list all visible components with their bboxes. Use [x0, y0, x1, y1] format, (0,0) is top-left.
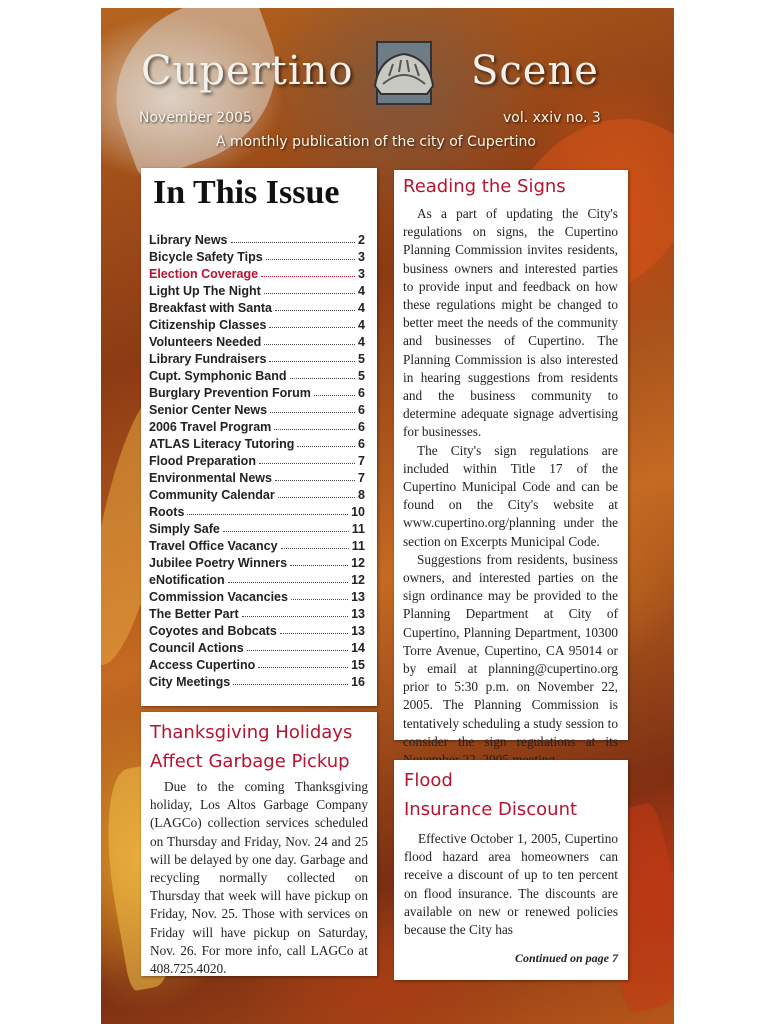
- article-paragraph: Effective October 1, 2005, Cupertino flood hazard area homeowners can receive a discount of up to ten percent on flood insurance. The discounts are available on new or renewed policies because the City has: [404, 831, 618, 938]
- toc-item-name: Volunteers Needed: [149, 335, 262, 349]
- toc-leader-dots: [264, 293, 355, 294]
- toc-leader-dots: [278, 497, 355, 498]
- toc-item-page: 4: [358, 301, 365, 315]
- toc-item-page: 6: [358, 420, 365, 434]
- toc-leader-dots: [266, 259, 355, 260]
- flood-article-title-line2: Insurance Discount: [404, 799, 578, 820]
- toc-item: [149, 502, 365, 519]
- toc-item: [149, 417, 365, 434]
- issue-volume: vol. xxiv no. 3: [503, 110, 601, 126]
- toc-item: [149, 570, 365, 587]
- toc-item-name: Simply Safe: [149, 522, 220, 536]
- article-paragraph: The City's sign regulations are included within Title 17 of the Cupertino Municipal Code and can be found on the City's website at www.cupertino.org/planning under the section on Excerpts Municipal Code.: [403, 442, 618, 549]
- toc-leader-dots: [264, 344, 355, 345]
- toc-item-page: 11: [351, 522, 365, 536]
- toc-item: [149, 553, 365, 570]
- toc-leader-dots: [269, 361, 355, 362]
- toc-leader-dots: [242, 616, 348, 617]
- toc-item-page: 7: [358, 471, 365, 485]
- toc-item-page: 10: [351, 505, 365, 519]
- toc-leader-dots: [275, 480, 355, 481]
- toc-item: [149, 638, 365, 655]
- signs-article-box: [394, 170, 628, 749]
- toc-item: [149, 604, 365, 621]
- toc-item-name: Library News: [149, 233, 228, 247]
- toc-item-name: Library Fundraisers: [149, 352, 267, 366]
- toc-box: [141, 168, 377, 706]
- signs-article-title: Reading the Signs: [403, 176, 566, 197]
- toc-item-name: Citizenship Classes: [149, 318, 267, 332]
- toc-item-page: 4: [358, 335, 365, 349]
- toc-item-name: Light Up The Night: [149, 284, 261, 298]
- toc-item-page: 13: [351, 624, 365, 638]
- toc-leader-dots: [231, 242, 356, 243]
- toc-leader-dots: [258, 667, 348, 668]
- toc-item-name: Election Coverage: [149, 267, 259, 281]
- toc-item-name: eNotification: [149, 573, 225, 587]
- toc-item: [149, 485, 365, 502]
- city-logo-icon: [369, 36, 439, 110]
- toc-item: [149, 281, 365, 298]
- toc-item: [149, 332, 365, 349]
- toc-item: [149, 247, 365, 264]
- toc-leader-dots: [269, 327, 355, 328]
- toc-leader-dots: [274, 429, 355, 430]
- toc-leader-dots: [270, 412, 355, 413]
- toc-leader-dots: [290, 565, 348, 566]
- continued-note: Continued on page 7: [514, 951, 618, 966]
- toc-item: [149, 315, 365, 332]
- toc-item-name: Access Cupertino: [149, 658, 256, 672]
- toc-item: [149, 587, 365, 604]
- toc-item-name: Bicycle Safety Tips: [149, 250, 263, 264]
- toc-leader-dots: [314, 395, 355, 396]
- toc-item-name: The Better Part: [149, 607, 239, 621]
- toc-item: [149, 298, 365, 315]
- newsletter-page: [101, 8, 674, 1024]
- article-paragraph: As a part of updating the City's regulations on signs, the Cupertino Planning Commission invites residents, business owners and interested parties to provide input and feedback on how these regulations might be changed to better meet the needs of the community and businesses of Cupertino. The Planning Commission is also interested in hearing suggestions from residents and the business community to determine adequate signage advertising for businesses.: [403, 206, 618, 440]
- toc-item-page: 11: [351, 539, 365, 553]
- toc-item-page: 14: [351, 641, 365, 655]
- toc-item-page: 6: [358, 386, 365, 400]
- toc-item-name: Roots: [149, 505, 185, 519]
- toc-item-name: Burglary Prevention Forum: [149, 386, 311, 400]
- tagline: A monthly publication of the city of Cupertino: [216, 134, 536, 150]
- toc-item-name: Environmental News: [149, 471, 272, 485]
- garbage-article-title-line1: Thanksgiving Holidays: [150, 722, 353, 743]
- toc-leader-dots: [261, 276, 355, 277]
- toc-item: [149, 451, 365, 468]
- toc-item-page: 6: [358, 403, 365, 417]
- toc-item-name: Jubilee Poetry Winners: [149, 556, 288, 570]
- toc-item-name: Community Calendar: [149, 488, 275, 502]
- toc-item-name: Senior Center News: [149, 403, 268, 417]
- masthead-title-right: Scene: [471, 48, 599, 94]
- toc-leader-dots: [259, 463, 355, 464]
- signs-article-body: [403, 205, 628, 769]
- toc-item-name: 2006 Travel Program: [149, 420, 272, 434]
- toc-item-name: Council Actions: [149, 641, 244, 655]
- toc-leader-dots: [223, 531, 349, 532]
- toc-item-page: 8: [358, 488, 365, 502]
- toc-item-name: ATLAS Literacy Tutoring: [149, 437, 295, 451]
- toc-item-page: 5: [358, 369, 365, 383]
- toc-item-page: 13: [351, 590, 365, 604]
- toc-leader-dots: [233, 684, 348, 685]
- toc-item: [149, 383, 365, 400]
- toc-item-page: 4: [358, 318, 365, 332]
- toc-item: [149, 230, 365, 247]
- toc-item-page: 13: [351, 607, 365, 621]
- toc-leader-dots: [297, 446, 355, 447]
- toc-item-name: Flood Preparation: [149, 454, 256, 468]
- toc-item: [149, 655, 365, 672]
- toc-item-page: 4: [358, 284, 365, 298]
- toc-item: [149, 434, 365, 451]
- garbage-article-body: [150, 778, 368, 978]
- toc-list: [141, 230, 377, 689]
- toc-leader-dots: [228, 582, 348, 583]
- toc-item-name: City Meetings: [149, 675, 231, 689]
- toc-leader-dots: [281, 548, 349, 549]
- toc-item-page: 16: [351, 675, 365, 689]
- toc-item: [149, 366, 365, 383]
- toc-item: [149, 519, 365, 536]
- toc-item-name: Travel Office Vacancy: [149, 539, 278, 553]
- toc-item-page: 7: [358, 454, 365, 468]
- toc-item: [149, 536, 365, 553]
- toc-item-page: 15: [351, 658, 365, 672]
- toc-item-page: 12: [351, 556, 365, 570]
- garbage-article-title-line2: Affect Garbage Pickup: [150, 751, 350, 772]
- toc-item-name: Coyotes and Bobcats: [149, 624, 277, 638]
- toc-item-name: Cupt. Symphonic Band: [149, 369, 287, 383]
- issue-date: November 2005: [139, 110, 252, 126]
- toc-leader-dots: [280, 633, 348, 634]
- toc-item: [149, 349, 365, 366]
- toc-item: [149, 672, 365, 689]
- toc-item: [149, 400, 365, 417]
- article-paragraph: Due to the coming Thanksgiving holiday, Los Altos Garbage Company (LAGCo) collection services scheduled on Thursday and Friday, Nov. 24 and 25 will be delayed by one day. Garbage and recycling normally collected on Thursday that week will have pickup on Friday, Nov. 25. Those with services on Friday will have pickup on Saturday, Nov. 26. For more info, call LAGCo at 408.725.4020.: [150, 779, 368, 977]
- toc-item-page: 12: [351, 573, 365, 587]
- toc-leader-dots: [187, 514, 348, 515]
- toc-item: [149, 621, 365, 638]
- flood-article-box: [394, 760, 628, 980]
- flood-article-body: [404, 830, 618, 939]
- toc-item-name: Commission Vacancies: [149, 590, 288, 604]
- toc-leader-dots: [247, 650, 348, 651]
- toc-item: [149, 264, 365, 281]
- flood-article-title-line1: Flood: [404, 770, 453, 791]
- leaf-decoration: [101, 8, 302, 183]
- toc-leader-dots: [275, 310, 355, 311]
- toc-item-page: 3: [358, 250, 365, 264]
- toc-item-page: 3: [358, 267, 365, 281]
- toc-leader-dots: [291, 599, 348, 600]
- toc-heading: In This Issue: [153, 174, 340, 211]
- toc-leader-dots: [290, 378, 356, 379]
- masthead-title-left: Cupertino: [141, 48, 354, 94]
- toc-item-name: Breakfast with Santa: [149, 301, 272, 315]
- toc-item-page: 2: [358, 233, 365, 247]
- garbage-article-box: [141, 712, 377, 976]
- article-paragraph: Suggestions from residents, business owners, and interested parties on the sign ordinance may be provided to the Planning Department at City of Cupertino, Planning Department, 10300 Torre Avenue, Cupertino, CA 95014 or by email at planning@cupertino.org prior to 5:30 p.m. on November 22, 2005. The Planning Commission is tentatively scheduling a study session to consider the sign regulations at its: [403, 551, 618, 749]
- toc-item: [149, 468, 365, 485]
- toc-item-page: 6: [358, 437, 365, 451]
- toc-item-page: 5: [358, 352, 365, 366]
